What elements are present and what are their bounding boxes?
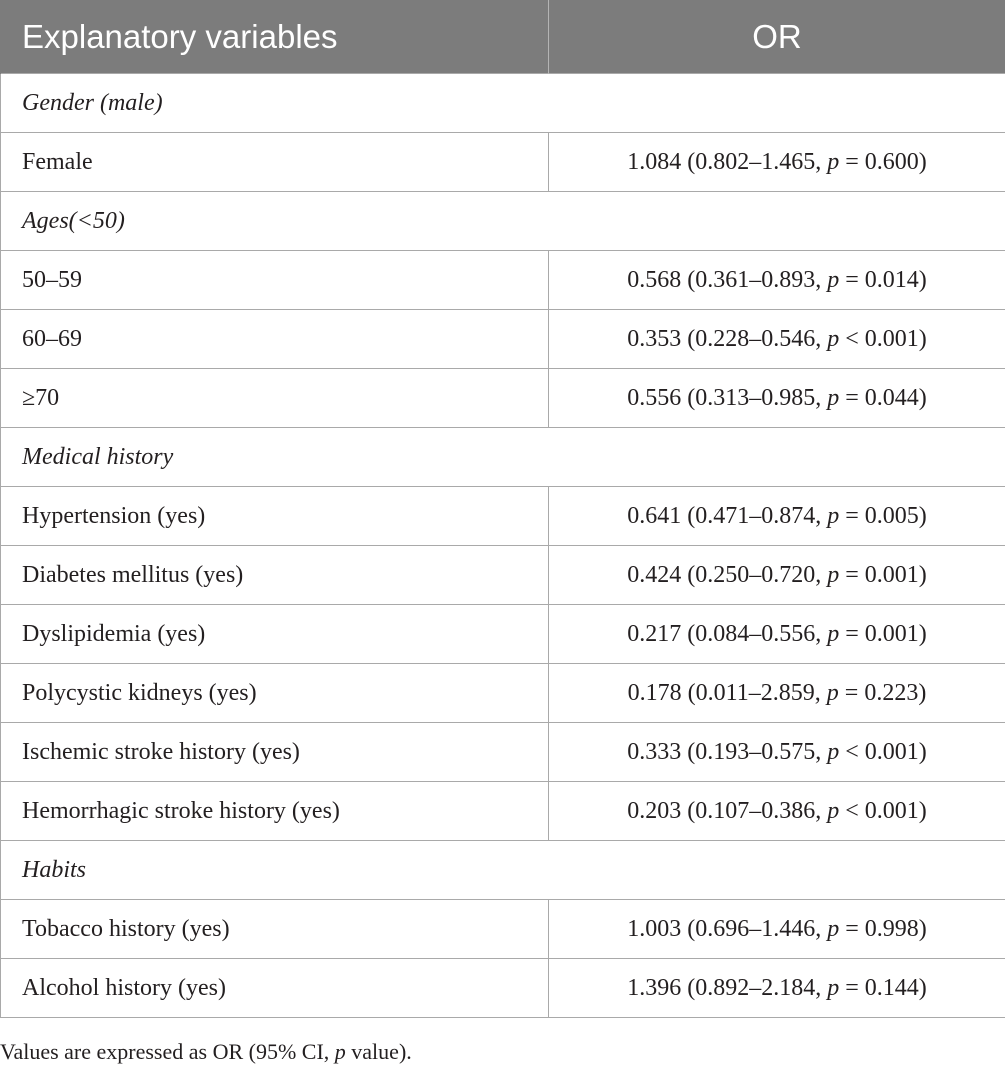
table-row	[1, 310, 1005, 369]
paren-open: (	[681, 915, 696, 942]
p-value: = 0.005	[845, 502, 919, 529]
or-estimate: 0.217	[627, 620, 682, 647]
variable-label: Hemorrhagic stroke history (yes)	[1, 782, 549, 841]
paren-close: )	[918, 384, 927, 411]
paren-open: (	[681, 266, 696, 293]
confidence-interval: 0.193–0.575	[695, 738, 816, 765]
confidence-interval: 0.084–0.556	[695, 620, 816, 647]
section-row	[1, 192, 1005, 251]
variable-label: 60–69	[1, 310, 549, 369]
p-value: = 0.001	[845, 561, 919, 588]
table-row	[1, 546, 1005, 605]
table-footnote	[0, 1039, 412, 1065]
paren-close: )	[918, 266, 927, 293]
table-row	[1, 900, 1005, 959]
odds-ratio-value	[549, 664, 1005, 723]
separator: ,	[814, 679, 827, 706]
paren-close: )	[918, 738, 927, 765]
or-estimate: 1.396	[627, 974, 682, 1001]
separator: ,	[815, 797, 828, 824]
odds-ratio-value	[549, 251, 1005, 310]
p-symbol: p	[827, 325, 840, 352]
section-title: Ages(<50)	[1, 192, 1005, 251]
variable-label: Tobacco history (yes)	[1, 900, 549, 959]
separator: ,	[815, 266, 828, 293]
paren-open: (	[681, 797, 696, 824]
paren-open: (	[681, 384, 696, 411]
table-row	[1, 782, 1005, 841]
confidence-interval: 0.011–2.859	[695, 679, 815, 706]
p-value: = 0.144	[845, 974, 919, 1001]
section-row	[1, 74, 1005, 133]
or-estimate: 0.353	[627, 325, 682, 352]
section-title: Gender (male)	[1, 74, 1005, 133]
or-estimate: 1.003	[627, 915, 682, 942]
table-row	[1, 487, 1005, 546]
separator: ,	[815, 620, 828, 647]
paren-open: (	[681, 620, 696, 647]
odds-ratio-value	[549, 900, 1005, 959]
p-value: < 0.001	[845, 738, 919, 765]
confidence-interval: 0.313–0.985	[695, 384, 816, 411]
confidence-interval: 0.696–1.446	[695, 915, 816, 942]
p-symbol: p	[827, 384, 840, 411]
p-symbol: p	[826, 679, 839, 706]
confidence-interval: 0.250–0.720	[695, 561, 816, 588]
variable-label: Dyslipidemia (yes)	[1, 605, 549, 664]
paren-close: )	[918, 561, 927, 588]
odds-ratio-value	[549, 605, 1005, 664]
p-value: = 0.998	[845, 915, 919, 942]
confidence-interval: 0.471–0.874	[695, 502, 816, 529]
paren-open: (	[681, 561, 696, 588]
table-row	[1, 723, 1005, 782]
paren-close: )	[918, 797, 927, 824]
paren-open: (	[681, 148, 696, 175]
variable-label: Female	[1, 133, 549, 192]
paren-close: )	[918, 974, 927, 1001]
p-symbol: p	[827, 797, 840, 824]
table-row	[1, 369, 1005, 428]
or-estimate: 0.556	[627, 384, 682, 411]
odds-ratio-value	[549, 369, 1005, 428]
table-row	[1, 664, 1005, 723]
header-explanatory-variables: Explanatory variables	[1, 0, 549, 74]
odds-ratio-value	[549, 546, 1005, 605]
or-estimate: 0.568	[627, 266, 682, 293]
variable-label: Diabetes mellitus (yes)	[1, 546, 549, 605]
paren-open: (	[681, 502, 696, 529]
p-symbol: p	[827, 148, 840, 175]
odds-ratio-value	[549, 782, 1005, 841]
p-symbol: p	[827, 974, 840, 1001]
separator: ,	[815, 738, 828, 765]
variable-label: Ischemic stroke history (yes)	[1, 723, 549, 782]
confidence-interval: 0.802–1.465	[695, 148, 816, 175]
confidence-interval: 0.107–0.386	[695, 797, 816, 824]
confidence-interval: 0.892–2.184	[695, 974, 816, 1001]
or-estimate: 0.178	[627, 679, 682, 706]
or-estimate: 0.333	[627, 738, 682, 765]
table-row	[1, 133, 1005, 192]
paren-open: (	[681, 325, 696, 352]
paren-close: )	[918, 915, 927, 942]
table-row	[1, 251, 1005, 310]
p-value: = 0.001	[845, 620, 919, 647]
p-value: < 0.001	[845, 797, 919, 824]
section-title: Medical history	[1, 428, 1005, 487]
p-symbol: p	[827, 266, 840, 293]
section-row	[1, 428, 1005, 487]
separator: ,	[815, 325, 828, 352]
or-estimate: 1.084	[627, 148, 682, 175]
odds-ratio-value	[549, 723, 1005, 782]
section-title: Habits	[1, 841, 1005, 900]
paren-close: )	[918, 325, 927, 352]
footnote-p-symbol: p	[334, 1039, 346, 1064]
table-row	[1, 959, 1005, 1018]
separator: ,	[815, 915, 828, 942]
p-value: < 0.001	[845, 325, 919, 352]
p-symbol: p	[827, 502, 840, 529]
p-symbol: p	[827, 738, 840, 765]
odds-ratio-value	[549, 487, 1005, 546]
table-row	[1, 605, 1005, 664]
p-value: = 0.044	[845, 384, 919, 411]
p-value: = 0.223	[844, 679, 919, 706]
paren-open: (	[681, 738, 696, 765]
footnote-text-after: value).	[345, 1039, 412, 1064]
variable-label: Hypertension (yes)	[1, 487, 549, 546]
odds-ratio-value	[549, 959, 1005, 1018]
p-value: = 0.014	[845, 266, 919, 293]
or-estimate: 0.203	[627, 797, 682, 824]
header-or: OR	[549, 0, 1005, 74]
table-header-row	[1, 0, 1005, 74]
paren-close: )	[918, 620, 927, 647]
odds-ratio-value	[549, 133, 1005, 192]
p-symbol: p	[827, 561, 840, 588]
paren-close: )	[918, 502, 927, 529]
variable-label: Polycystic kidneys (yes)	[1, 664, 549, 723]
separator: ,	[815, 148, 828, 175]
variable-label: Alcohol history (yes)	[1, 959, 549, 1018]
paren-close: )	[918, 679, 927, 706]
separator: ,	[815, 502, 828, 529]
or-estimate: 0.424	[627, 561, 682, 588]
paren-close: )	[918, 148, 927, 175]
odds-ratio-value	[549, 310, 1005, 369]
variable-label: 50–59	[1, 251, 549, 310]
footnote-text-before: Values are expressed as OR (95% CI,	[0, 1039, 335, 1064]
section-row	[1, 841, 1005, 900]
paren-open: (	[681, 679, 696, 706]
separator: ,	[815, 561, 828, 588]
confidence-interval: 0.228–0.546	[695, 325, 816, 352]
or-estimate: 0.641	[627, 502, 682, 529]
paren-open: (	[681, 974, 696, 1001]
variable-label: ≥70	[1, 369, 549, 428]
separator: ,	[815, 384, 828, 411]
confidence-interval: 0.361–0.893	[695, 266, 816, 293]
p-symbol: p	[827, 620, 840, 647]
separator: ,	[815, 974, 828, 1001]
table-body	[1, 74, 1005, 1018]
p-value: = 0.600	[845, 148, 919, 175]
p-symbol: p	[827, 915, 840, 942]
